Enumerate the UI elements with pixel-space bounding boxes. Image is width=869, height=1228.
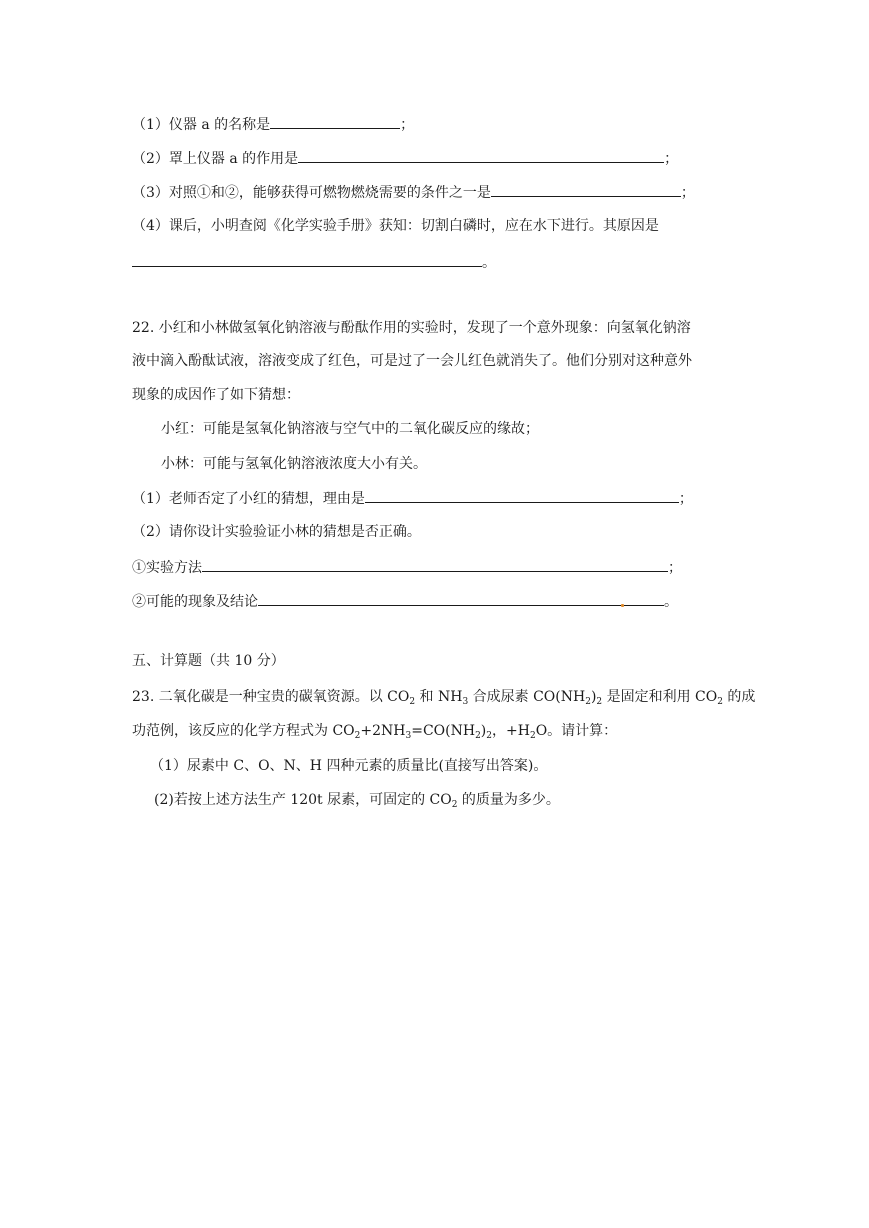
sub-2: 2 — [585, 697, 591, 707]
q22-phenomenon-end: 。 — [664, 594, 678, 610]
q21-part4-text: （4）课后，小明查阅《化学实验手册》获知：切割白磷时，应在水下进行。其原因是 — [132, 218, 659, 234]
q21-part2 — [132, 148, 678, 168]
q23-l2-d: ) — [480, 723, 487, 739]
q23-l1-b: 和 NH — [415, 689, 463, 705]
q23-l1-a: 23. 二氧化碳是一种宝贵的碳氧资源。以 CO — [132, 689, 410, 705]
q22-guess-xiaohong: 小红：可能是氢氧化钠溶液与空气中的二氧化碳反应的缘故； — [161, 421, 539, 437]
q23-l2-a: 功范例，该反应的化学方程式为 CO — [132, 723, 355, 739]
q21-part1-end: ； — [400, 117, 415, 133]
sub-2: 2 — [354, 731, 361, 741]
q21-part3-blank[interactable] — [491, 182, 681, 197]
q21-part1-label: （1）仪器 a 的名称是 — [132, 117, 271, 133]
q23-l1-e: 是固定和利用 CO — [602, 689, 718, 705]
sub-2: 2 — [409, 697, 416, 707]
q22-part1 — [132, 488, 693, 508]
q23-l1-f: 的成 — [722, 689, 756, 705]
sub-3: 3 — [462, 697, 469, 707]
sub-2: 2 — [717, 697, 723, 707]
q21-part4-blank[interactable] — [132, 252, 482, 267]
q23-q2-b: 的质量为多少。 — [457, 792, 560, 808]
q22-method — [132, 557, 682, 577]
sub-2: 2 — [451, 800, 458, 810]
q22-method-label: ①实验方法 — [132, 560, 202, 576]
q22-phenomenon — [132, 591, 678, 611]
q23-stem-line2 — [132, 721, 617, 741]
q23-q2-a: (2)若按上述方法生产 120t 尿素，可固定的 CO — [154, 792, 452, 808]
q23-subquestion-2 — [154, 790, 560, 810]
sub-2: 2 — [486, 731, 492, 741]
sub-2: 2 — [596, 697, 603, 707]
q23-stem-line1 — [132, 687, 755, 707]
q21-part2-end: ； — [664, 151, 679, 167]
q21-part1 — [132, 114, 414, 134]
q23-l2-b: +2NH — [360, 723, 406, 739]
q23-l2-c: =CO(NH — [411, 723, 476, 739]
q22-method-end: ； — [668, 560, 682, 576]
q23-l2-f: O。请计算： — [535, 723, 618, 739]
section5-heading: 五、计算题（共 10 分） — [132, 653, 285, 669]
q21-part3-label: （3）对照①和②，能够获得可燃物燃烧需要的条件之一是 — [132, 185, 491, 201]
q22-method-blank[interactable] — [202, 557, 668, 572]
q22-stem-line2: 液中滴入酚酞试液，溶液变成了红色，可是过了一会儿红色就消失了。他们分别对这种意外 — [132, 353, 692, 369]
q21-part3-end: ； — [680, 185, 695, 201]
q22-part2: （2）请你设计实验验证小林的猜想是否正确。 — [132, 524, 421, 540]
sub-2: 2 — [529, 731, 536, 741]
q23-l1-c: 合成尿素 CO(NH — [468, 689, 586, 705]
q21-part1-blank[interactable] — [270, 114, 400, 129]
q21-part4 — [132, 216, 659, 236]
q23-subquestion-1: （1）尿素中 C、O、N、H 四种元素的质量比(直接写出答案)。 — [150, 758, 548, 774]
q21-part4-end: 。 — [482, 255, 496, 271]
q21-part2-label: （2）罩上仪器 a 的作用是 — [132, 151, 299, 167]
q22-phenomenon-blank[interactable] — [258, 591, 664, 606]
q22-stem-line1: 22. 小红和小林做氢氧化钠溶液与酚酞作用的实验时，发现了一个意外现象：向氢氧化钠溶 — [132, 320, 691, 336]
q21-part2-blank[interactable] — [298, 148, 664, 163]
orange-dot-mark — [621, 604, 624, 607]
q22-part1-label: （1）老师否定了小红的猜想，理由是 — [132, 491, 365, 507]
q23-l2-e: ，+H — [492, 723, 530, 739]
q21-part4-answer-line — [132, 252, 496, 272]
q22-part1-end: ； — [678, 491, 693, 507]
q23-l1-d: ) — [590, 689, 597, 705]
q22-guess-xiaolin: 小林：可能与氢氧化钠溶液浓度大小有关。 — [161, 456, 427, 472]
sub-2: 2 — [475, 731, 481, 741]
q22-stem-line3: 现象的成因作了如下猜想： — [132, 387, 300, 403]
q21-part3 — [132, 182, 695, 202]
sub-3: 3 — [405, 731, 412, 741]
q22-part1-blank[interactable] — [365, 488, 679, 503]
q22-phenomenon-label: ②可能的现象及结论 — [132, 594, 258, 610]
